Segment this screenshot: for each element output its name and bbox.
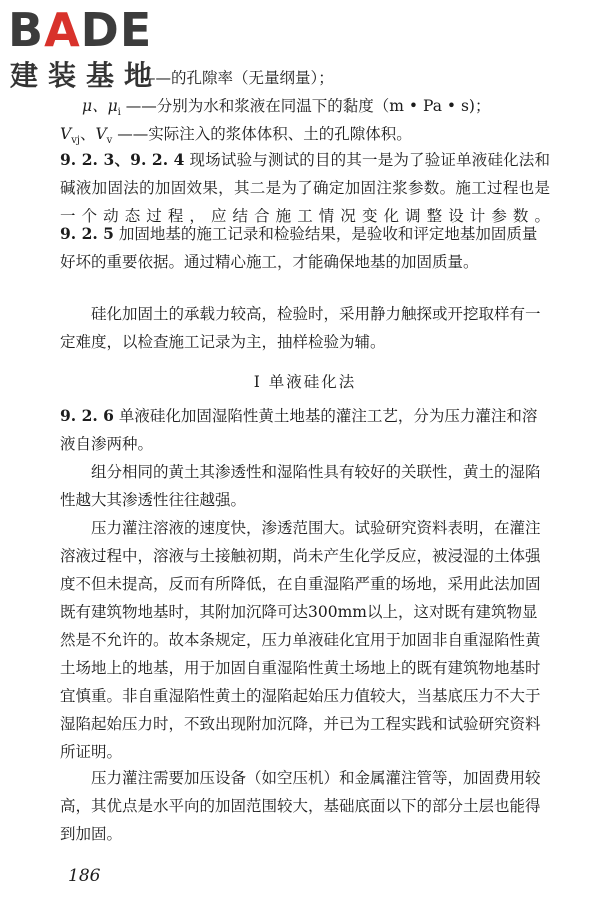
definition-line-2: μ、$\mu_i$ ——分别为水和浆液在同温下的黏度（m • Pa • s)； [82,97,491,119]
paragraph-9-2-3: 9. 2. 3、9. 2. 4 现场试验与测试的目的其一是为了验证单液硅化法和碱液加固法的加固效果，其二是为了确定加固注浆参数。施工过程也是一个动态过程，应结合施工情况变化调整设计参数。 [60,150,550,225]
paragraph-pressure-grouting: 压力灌注溶液的速度快，渗透范围大。试验研究资料表明，在灌注溶液过程中，溶液与土接触初期，尚未产生化学反应，被浸湿的土体强度不但未提高，反而有所降低，在自重湿陷严重的场地，采用此法加固既有建筑物地基时，其附加沉降可达300mm以上，这对既有建筑物显然是不允许的。故本条规定，压力单液硅化宜用于加固非自重湿陷性黄土场地上的地基，用于加固自重湿陷性黄土场地上的既有建筑物地基时宜慎重。非自重湿陷性黄土的湿陷起始压力值较大，当基底压力不大于湿陷起始压力时，不致出现附加沉降，并已为工程实践和试验研究资料所证明。 [60,519,541,761]
watermark-brand: BADE [8,3,153,57]
paragraph-9-2-6: 9. 2. 6 单液硅化加固湿陷性黄土地基的灌注工艺，分为压力灌注和溶液自渗两种。 [60,406,538,453]
paragraph-equipment: 压力灌注需要加压设备（如空压机）和金属灌注管等，加固费用较高，其优点是水平向的加固范围较大，基础底面以下的部分土层也能得到加固。 [60,769,541,843]
definition-line-3: $V_{vj}$、$V_v$ ——实际注入的浆体体积、土的孔隙体积。 [60,125,412,147]
paragraph-inspection: 硅化加固土的承载力较高，检验时，采用静力触探或开挖取样有一定难度，以检查施工记录为主，抽样检验为辅。 [60,305,541,351]
definition-line-1: ——的孔隙率（无量纲量）； [140,69,334,87]
paragraph-permeability: 组分相同的黄土其渗透性和湿陷性具有较好的关联性，黄土的湿陷性越大其渗透性往往越强。 [60,463,541,509]
page-number: 186 [68,866,101,886]
section-heading: Ⅰ 单液硅化法 [253,373,357,391]
paragraph-9-2-5: 9. 2. 5 加固地基的施工记录和检验结果，是验收和评定地基加固质量好坏的重要依据。通过精心施工，才能确保地基的加固质量。 [60,224,538,271]
watermark-subtitle: 建装基地 [10,59,163,92]
